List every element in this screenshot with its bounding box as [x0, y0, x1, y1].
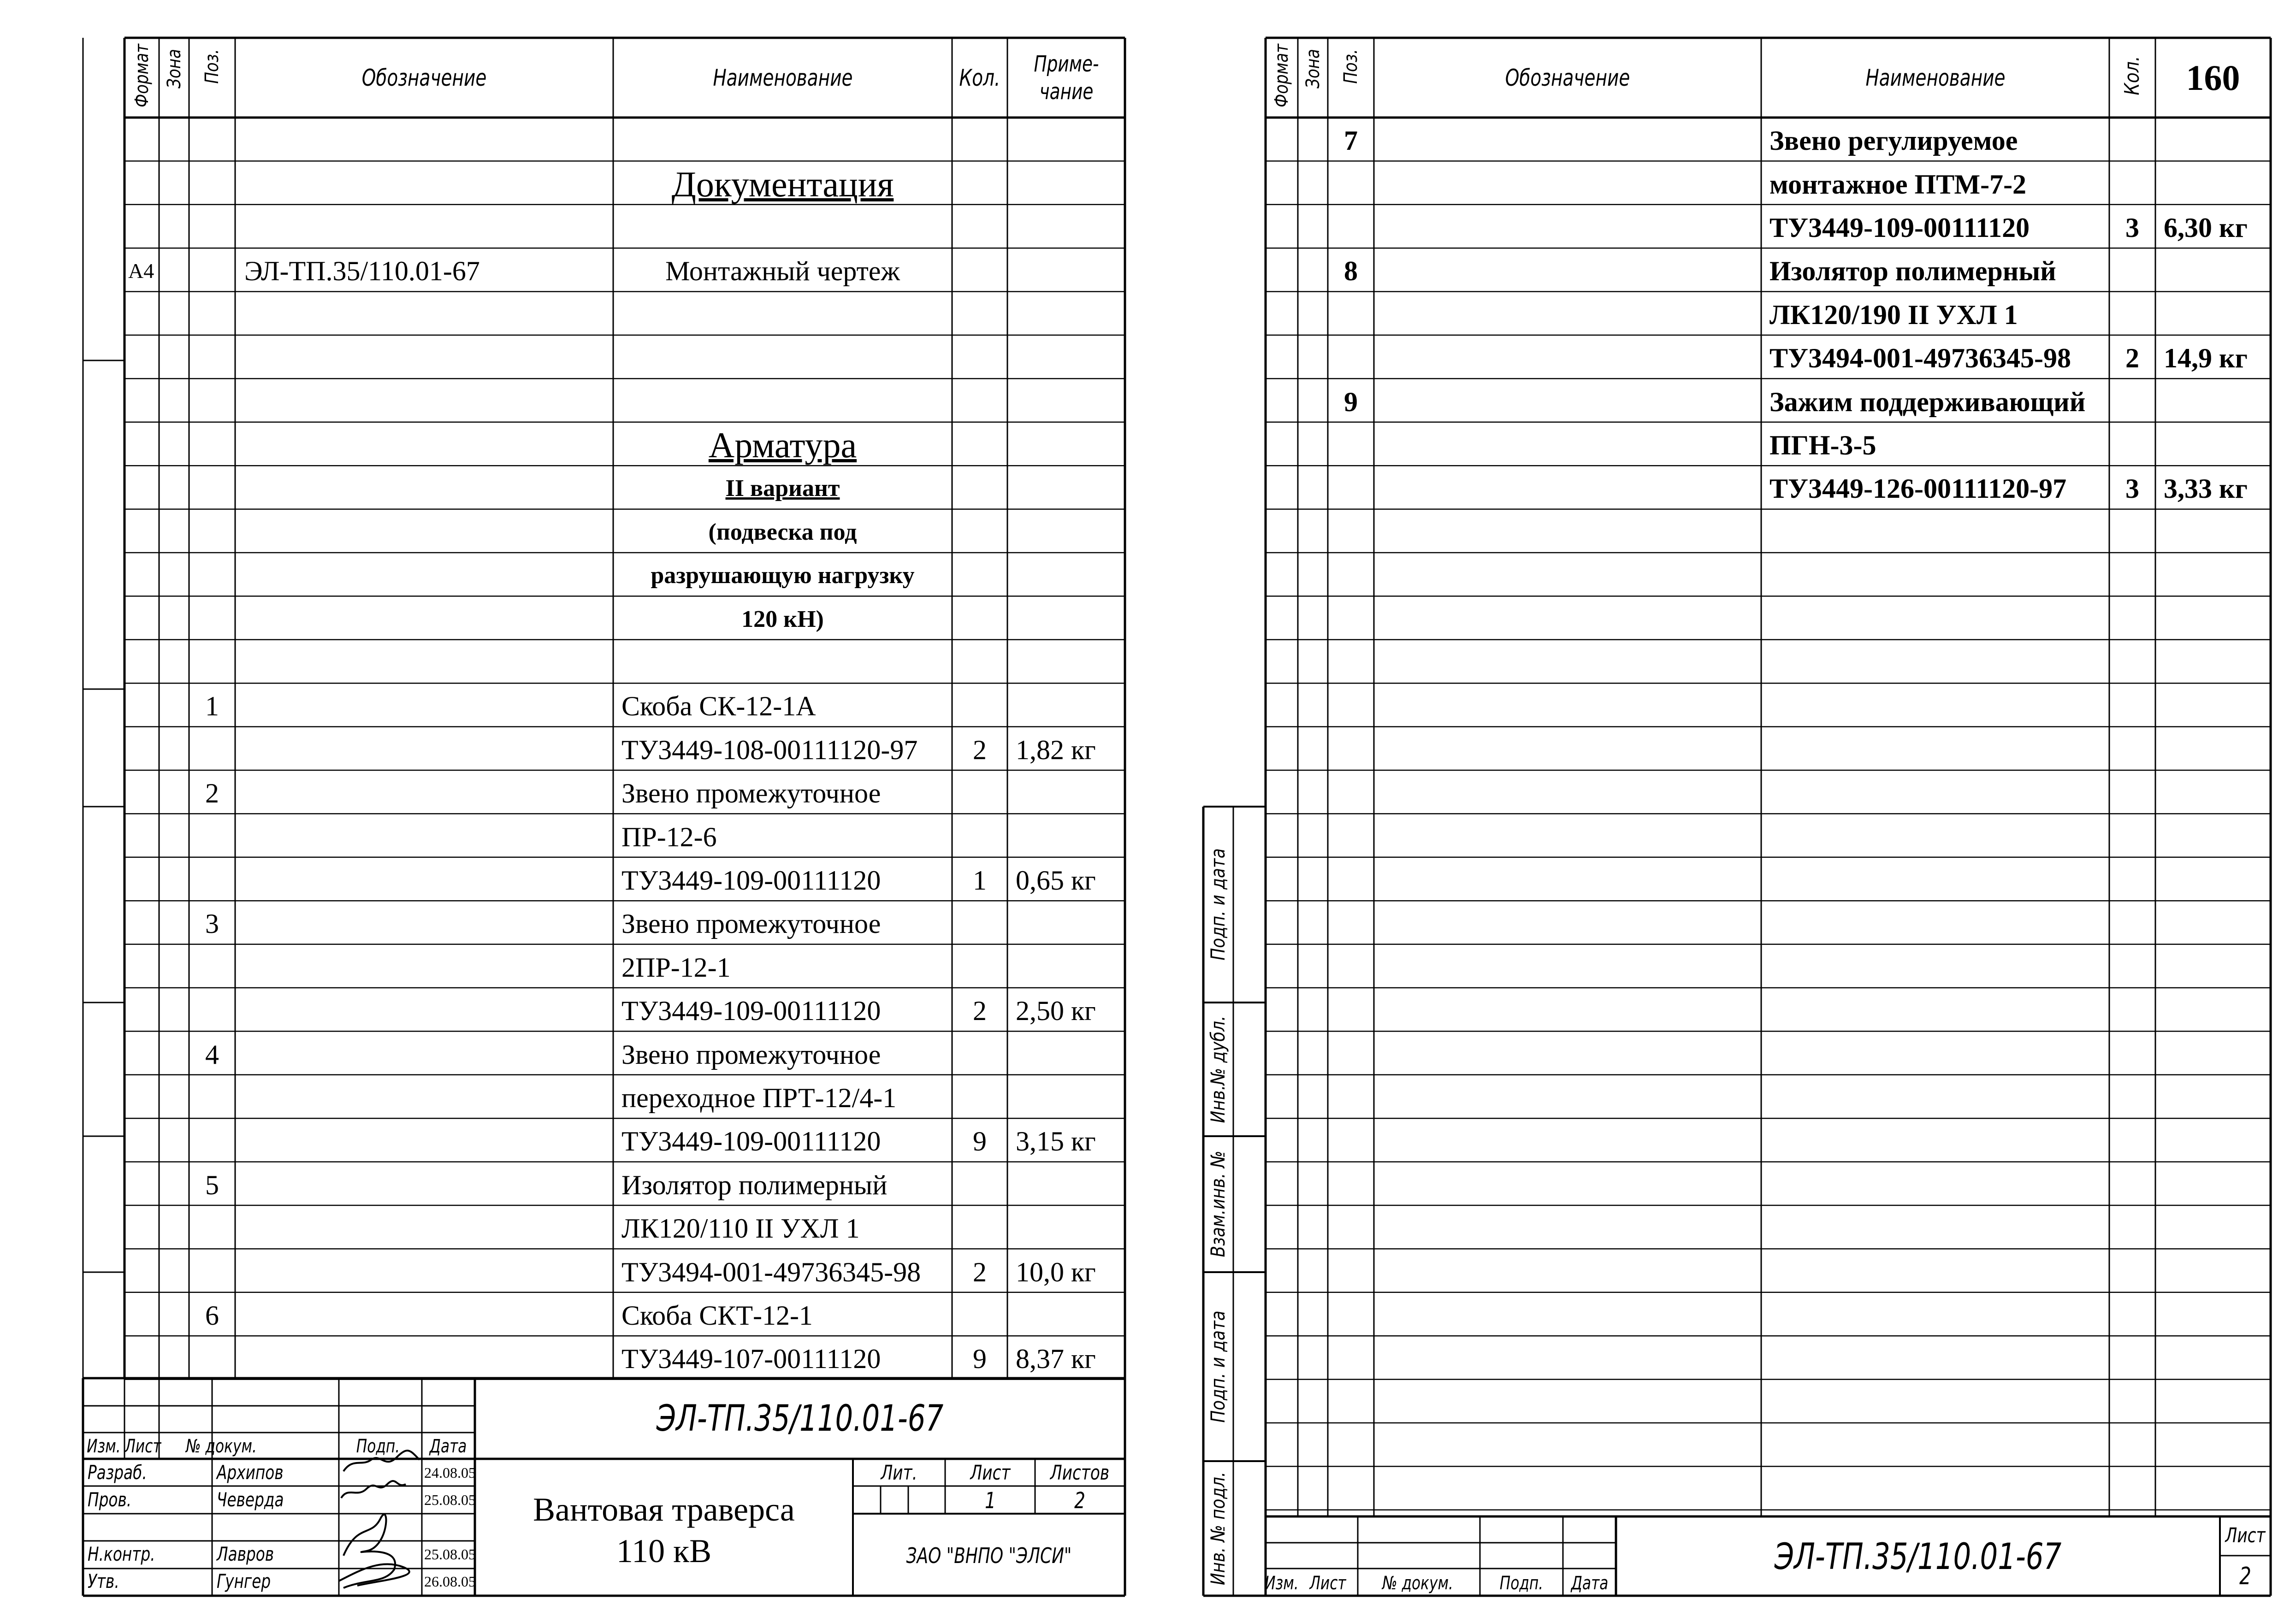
row-pos: 8 — [1344, 256, 1358, 287]
signature-date: 26.08.05 — [424, 1573, 476, 1590]
row-qty: 3 — [2125, 473, 2139, 504]
row-qty: 1 — [973, 865, 987, 896]
row-name: ТУ3449-109-00111120 — [621, 865, 881, 896]
section-heading: Арматура — [708, 425, 857, 465]
row-pos: 7 — [1344, 125, 1358, 156]
section-subheading: II вариант — [725, 475, 840, 502]
header-note: чание — [1039, 78, 1093, 105]
stamp-label: Инв. № подл. — [1207, 1471, 1229, 1586]
row-pos: 5 — [205, 1169, 219, 1200]
document-title: Вантовая траверса — [533, 1491, 795, 1528]
row-note: 10,0 кг — [1016, 1256, 1096, 1287]
signature-date: 24.08.05 — [424, 1464, 476, 1481]
titleblock-role: Разраб. — [88, 1461, 147, 1484]
row-format: А4 — [128, 259, 154, 283]
row-pos: 3 — [205, 908, 219, 939]
document-code: ЭЛ-ТП.35/110.01-67 — [1774, 1536, 2062, 1578]
row-name: 120 кН) — [741, 606, 824, 632]
row-note: 8,37 кг — [1016, 1344, 1096, 1374]
header-qty: Кол. — [959, 64, 1000, 91]
signature-scribble — [341, 1481, 406, 1498]
titleblock-header: Лит. — [881, 1461, 917, 1485]
row-name: Звено регулируемое — [1769, 125, 2018, 156]
row-name: Скоба СК-12-1А — [621, 691, 816, 722]
row-designation: ЭЛ-ТП.35/110.01-67 — [244, 256, 480, 287]
header-format: Формат — [1271, 43, 1292, 107]
titleblock-header: Листов — [1050, 1461, 1110, 1485]
organization-name: ЗАО "ВНПО "ЭЛСИ" — [906, 1543, 1072, 1568]
header-designation: Обозначение — [361, 64, 487, 91]
row-note: 3,15 кг — [1016, 1126, 1096, 1157]
row-name: Зажим поддерживающий — [1769, 386, 2086, 417]
sheet-number: 2 — [2239, 1563, 2251, 1590]
header-pos: Поз. — [1340, 48, 1361, 84]
titleblock-name: Лавров — [217, 1543, 274, 1565]
row-name: ЛК120/110 II УХЛ 1 — [621, 1213, 860, 1244]
titleblock-header: № докум. — [1382, 1573, 1453, 1594]
stamp-label: Подп. и дата — [1207, 848, 1229, 961]
row-name: ТУ3449-109-00111120 — [621, 1126, 881, 1157]
titleblock-header: Лист — [124, 1436, 161, 1457]
row-qty: 3 — [2125, 212, 2139, 243]
titleblock-header: № докум. — [186, 1436, 257, 1457]
titleblock-role: Н.контр. — [88, 1543, 155, 1565]
signature-scribble — [343, 1515, 395, 1588]
titleblock-header: Лист — [2225, 1524, 2266, 1547]
row-note: 14,9 кг — [2164, 343, 2248, 374]
row-pos: 9 — [1344, 386, 1358, 417]
row-name: Звено промежуточное — [621, 778, 881, 809]
row-qty: 2 — [973, 734, 987, 765]
row-note: 3,33 кг — [2164, 473, 2248, 504]
row-qty: 2 — [973, 996, 987, 1026]
header-zone: Зона — [163, 48, 185, 88]
row-name: переходное ПРТ-12/4-1 — [621, 1083, 897, 1113]
row-pos: 6 — [205, 1300, 219, 1331]
row-name: Скоба СКТ-12-1 — [621, 1300, 813, 1331]
header-qty: Кол. — [2120, 55, 2144, 95]
row-name: ТУ3449-107-00111120 — [621, 1344, 881, 1374]
titleblock-header: Подп. — [356, 1436, 400, 1457]
titleblock-header: Лист — [1309, 1573, 1346, 1594]
row-pos: 4 — [205, 1039, 219, 1070]
row-name: Изолятор полимерный — [1769, 256, 2056, 287]
sheet-number: 1 — [985, 1488, 996, 1514]
row-name: ПГН-3-5 — [1769, 430, 1876, 460]
document-code: ЭЛ-ТП.35/110.01-67 — [656, 1398, 944, 1439]
titleblock-name: Архипов — [217, 1461, 284, 1484]
row-note: 1,82 кг — [1016, 734, 1096, 765]
row-name: монтажное ПТМ-7-2 — [1769, 169, 2027, 200]
titleblock-header: Изм. — [87, 1436, 121, 1457]
row-pos: 2 — [205, 778, 219, 809]
row-note: 0,65 кг — [1016, 865, 1096, 896]
titleblock-header: Дата — [429, 1436, 467, 1457]
row-name: Изолятор полимерный — [621, 1169, 888, 1200]
row-qty: 9 — [973, 1344, 987, 1374]
row-pos: 1 — [205, 691, 219, 722]
row-name: ТУ3494-001-49736345-98 — [1769, 343, 2071, 374]
row-qty: 2 — [2125, 343, 2139, 374]
row-name: ПР-12-6 — [621, 821, 717, 852]
row-note: 6,30 кг — [2164, 212, 2248, 243]
header-name: Наименование — [712, 64, 853, 91]
section-heading: Документация — [671, 164, 894, 204]
stamp-label: Подп. и дата — [1207, 1310, 1229, 1423]
titleblock-header: Дата — [1571, 1573, 1609, 1594]
titleblock-header: Подп. — [1499, 1573, 1544, 1594]
row-name: Монтажный чертеж — [665, 256, 900, 287]
titleblock-name: Чеверда — [217, 1488, 284, 1511]
row-name: Звено промежуточное — [621, 1039, 881, 1070]
signature-scribble — [339, 1564, 409, 1586]
document-title: 110 кВ — [616, 1533, 712, 1569]
header-note: Приме- — [1033, 51, 1099, 77]
titleblock-role: Пров. — [88, 1488, 132, 1511]
row-name: ТУ3449-109-00111120 — [1769, 212, 2030, 243]
row-name: разрушающую нагрузку — [651, 562, 915, 589]
row-name: (подвеска под — [708, 519, 857, 545]
header-pos: Поз. — [201, 48, 223, 84]
row-name: ЛК120/190 II УХЛ 1 — [1769, 299, 2018, 330]
row-name: Звено промежуточное — [621, 908, 881, 939]
stamp-label: Инв.№ дубл. — [1207, 1015, 1229, 1123]
header-format: Формат — [131, 43, 153, 107]
header-zone: Зона — [1302, 48, 1324, 88]
signature-date: 25.08.05 — [424, 1546, 476, 1563]
row-name: ТУ3494-001-49736345-98 — [621, 1256, 921, 1287]
row-name: 2ПР-12-1 — [621, 952, 731, 983]
row-qty: 2 — [973, 1256, 987, 1287]
row-name: ТУ3449-109-00111120 — [621, 996, 881, 1026]
row-name: ТУ3449-126-00111120-97 — [1769, 473, 2067, 504]
signature-date: 25.08.05 — [424, 1492, 476, 1508]
row-note: 2,50 кг — [1016, 996, 1096, 1026]
titleblock-role: Утв. — [88, 1570, 119, 1593]
titleblock-header: Изм. — [1265, 1573, 1299, 1594]
stamp-label: Взам.инв. № — [1207, 1150, 1229, 1257]
titleblock-name: Гунгер — [217, 1570, 271, 1593]
header-name: Наименование — [1865, 64, 2006, 91]
header-designation: Обозначение — [1505, 64, 1630, 91]
sheet-count: 2 — [1074, 1488, 1085, 1514]
row-qty: 9 — [973, 1126, 987, 1157]
row-name: ТУ3449-108-00111120-97 — [621, 734, 918, 765]
titleblock-header: Лист — [970, 1461, 1011, 1485]
page-number: 160 — [2186, 57, 2240, 98]
